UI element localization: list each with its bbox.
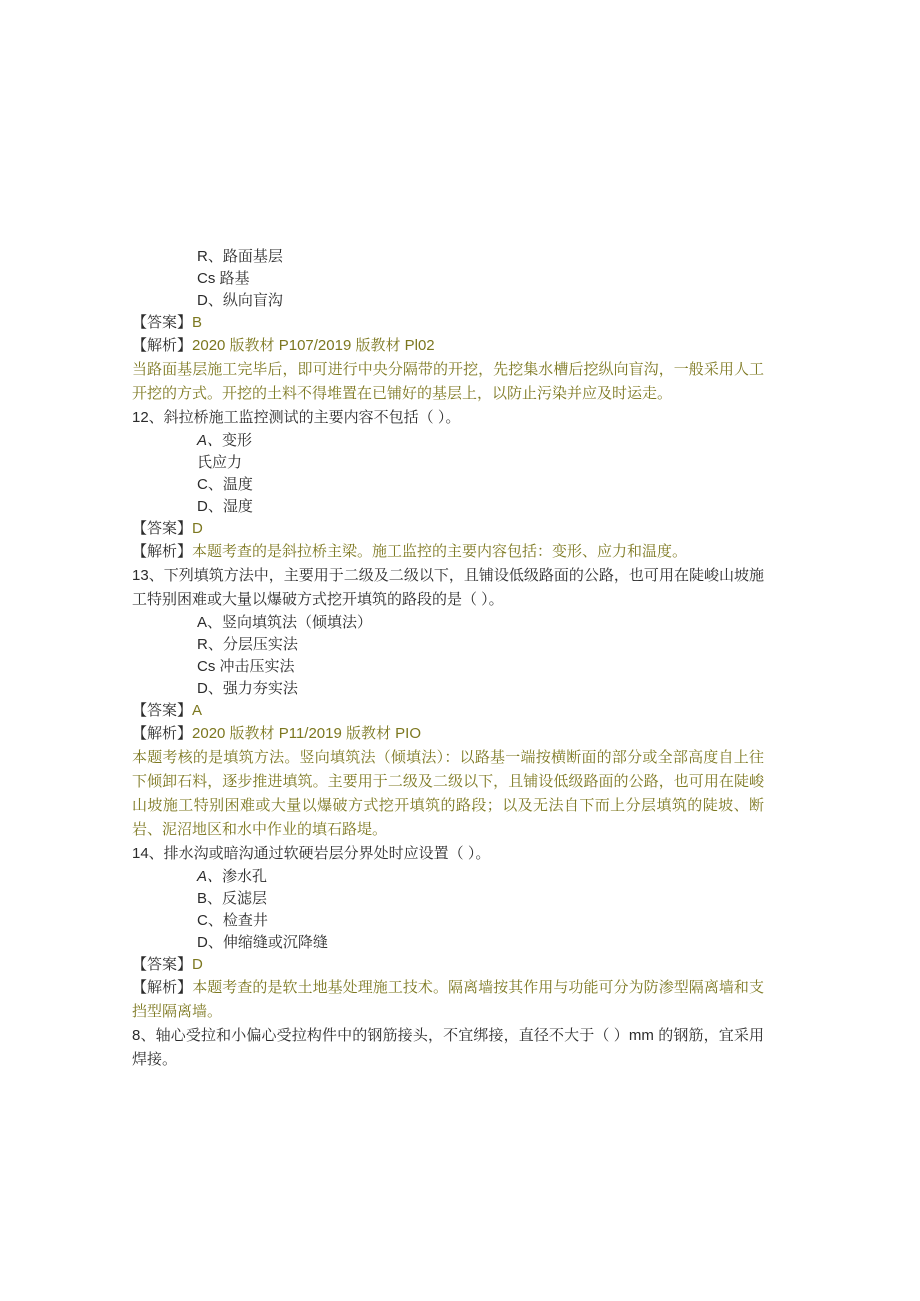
- option-letter: A、: [197, 432, 223, 449]
- option-letter: D、: [197, 934, 223, 951]
- answer-label: 【答案】: [132, 314, 193, 331]
- analysis-label: 【解析】: [132, 543, 193, 560]
- option-item: [132, 474, 764, 496]
- option-text: 温度: [222, 476, 253, 493]
- option-item: [132, 612, 764, 634]
- option-letter: Cs: [197, 658, 220, 675]
- option-text: 湿度: [222, 498, 253, 515]
- option-letter: D、: [197, 680, 223, 697]
- analysis-text: 本题考查的是软土地基处理施工技术。隔离墙按其作用与功能可分为防渗型隔离墙和支挡型隔离墙。: [132, 979, 764, 1020]
- option-item: [132, 866, 764, 888]
- option-text: 反滤层: [222, 890, 268, 907]
- analysis-text: 2020 版教材 P11/2019 版教材 PIO: [192, 725, 422, 742]
- option-letter: C、: [197, 912, 223, 929]
- answer-label: 【答案】: [132, 702, 193, 719]
- option-item: [132, 246, 764, 268]
- option-text: 强力夯实法: [222, 680, 298, 697]
- option-letter: A、: [197, 614, 223, 631]
- option-item: [132, 910, 764, 932]
- option-letter: R、: [197, 636, 223, 653]
- analysis-label: 【解析】: [132, 979, 193, 996]
- analysis-text: 2020 版教材 P107/2019 版教材 Pl02: [192, 337, 435, 354]
- option-letter: C、: [197, 476, 223, 493]
- option-text: 氏应力: [197, 454, 243, 471]
- analysis-text: 本题考查的是斜拉桥主梁。施工监控的主要内容包括：变形、应力和温度。: [192, 543, 688, 560]
- option-text: 分层压实法: [222, 636, 298, 653]
- option-letter: R、: [197, 248, 223, 265]
- analysis-label: 【解析】: [132, 725, 193, 742]
- option-item: [132, 888, 764, 910]
- option-text: 路面基层: [222, 248, 283, 265]
- option-text: 纵向盲沟: [222, 292, 283, 309]
- option-letter: D、: [197, 498, 223, 515]
- option-text: 路基: [219, 270, 250, 287]
- option-item: [132, 452, 764, 474]
- option-item: [132, 932, 764, 954]
- option-item: [132, 430, 764, 452]
- option-letter: A、: [197, 868, 223, 885]
- analysis-label: 【解析】: [132, 337, 193, 354]
- question-text: 12、斜拉桥施工监控测试的主要内容不包括（ ）。: [132, 409, 461, 426]
- option-item: [132, 496, 764, 518]
- answer-line: [132, 700, 764, 722]
- analysis-line: [132, 334, 764, 358]
- option-text: 检查井: [222, 912, 268, 929]
- document-content: [132, 246, 764, 1072]
- option-letter: B、: [197, 890, 223, 907]
- option-text: 竖向填筑法（倾填法）: [222, 614, 373, 631]
- question-text: 14、排水沟或暗沟通过软硬岩层分界处时应设置（ ）。: [132, 845, 491, 862]
- answer-label: 【答案】: [132, 956, 193, 973]
- answer-label: 【答案】: [132, 520, 193, 537]
- analysis-line: [132, 540, 764, 564]
- option-letter: D、: [197, 292, 223, 309]
- option-letter: Cs: [197, 270, 220, 287]
- option-text: 冲击压实法: [219, 658, 295, 675]
- answer-line: [132, 518, 764, 540]
- answer-line: [132, 312, 764, 334]
- option-text: 伸缩缝或沉降缝: [222, 934, 328, 951]
- answer-value: D: [192, 956, 203, 973]
- answer-value: D: [192, 520, 203, 537]
- option-item: [132, 290, 764, 312]
- explanation-paragraph: 当路面基层施工完毕后，即可进行中央分隔带的开挖，先挖集水槽后挖纵向盲沟，一般采用人工开挖的方式。开挖的土料不得堆置在已铺好的基层上，以防止污染并应及时运走。: [132, 361, 764, 402]
- analysis-line: [132, 976, 764, 1024]
- answer-line: [132, 954, 764, 976]
- option-item: [132, 678, 764, 700]
- option-item: [132, 656, 764, 678]
- option-item: [132, 268, 764, 290]
- analysis-line: [132, 722, 764, 746]
- question-text: 8、轴心受拉和小偏心受拉构件中的钢筋接头，不宜绑接，直径不大于（ ）mm 的钢筋，宜采用焊接。: [132, 1027, 764, 1068]
- option-text: 变形: [222, 432, 253, 449]
- option-item: [132, 634, 764, 656]
- option-text: 渗水孔: [222, 868, 268, 885]
- explanation-paragraph: 本题考核的是填筑方法。竖向填筑法（倾填法）：以路基一端按横断面的部分或全部高度自上往下倾卸石料，逐步推进填筑。主要用于二级及二级以下，且铺设低级路面的公路，也可用在陡峻山坡施工特别困难或大量以爆破方式挖开填筑的路段；以及无法自下而上分层填筑的陡坡、断岩、泥沼地区和水中作业的填石路堤。: [132, 749, 764, 838]
- question-text: 13、下列填筑方法中，主要用于二级及二级以下，且铺设低级路面的公路，也可用在陡峻山坡施工特别困难或大量以爆破方式挖开填筑的路段的是（ ）。: [132, 567, 764, 608]
- answer-value: A: [192, 702, 203, 719]
- answer-value: B: [192, 314, 203, 331]
